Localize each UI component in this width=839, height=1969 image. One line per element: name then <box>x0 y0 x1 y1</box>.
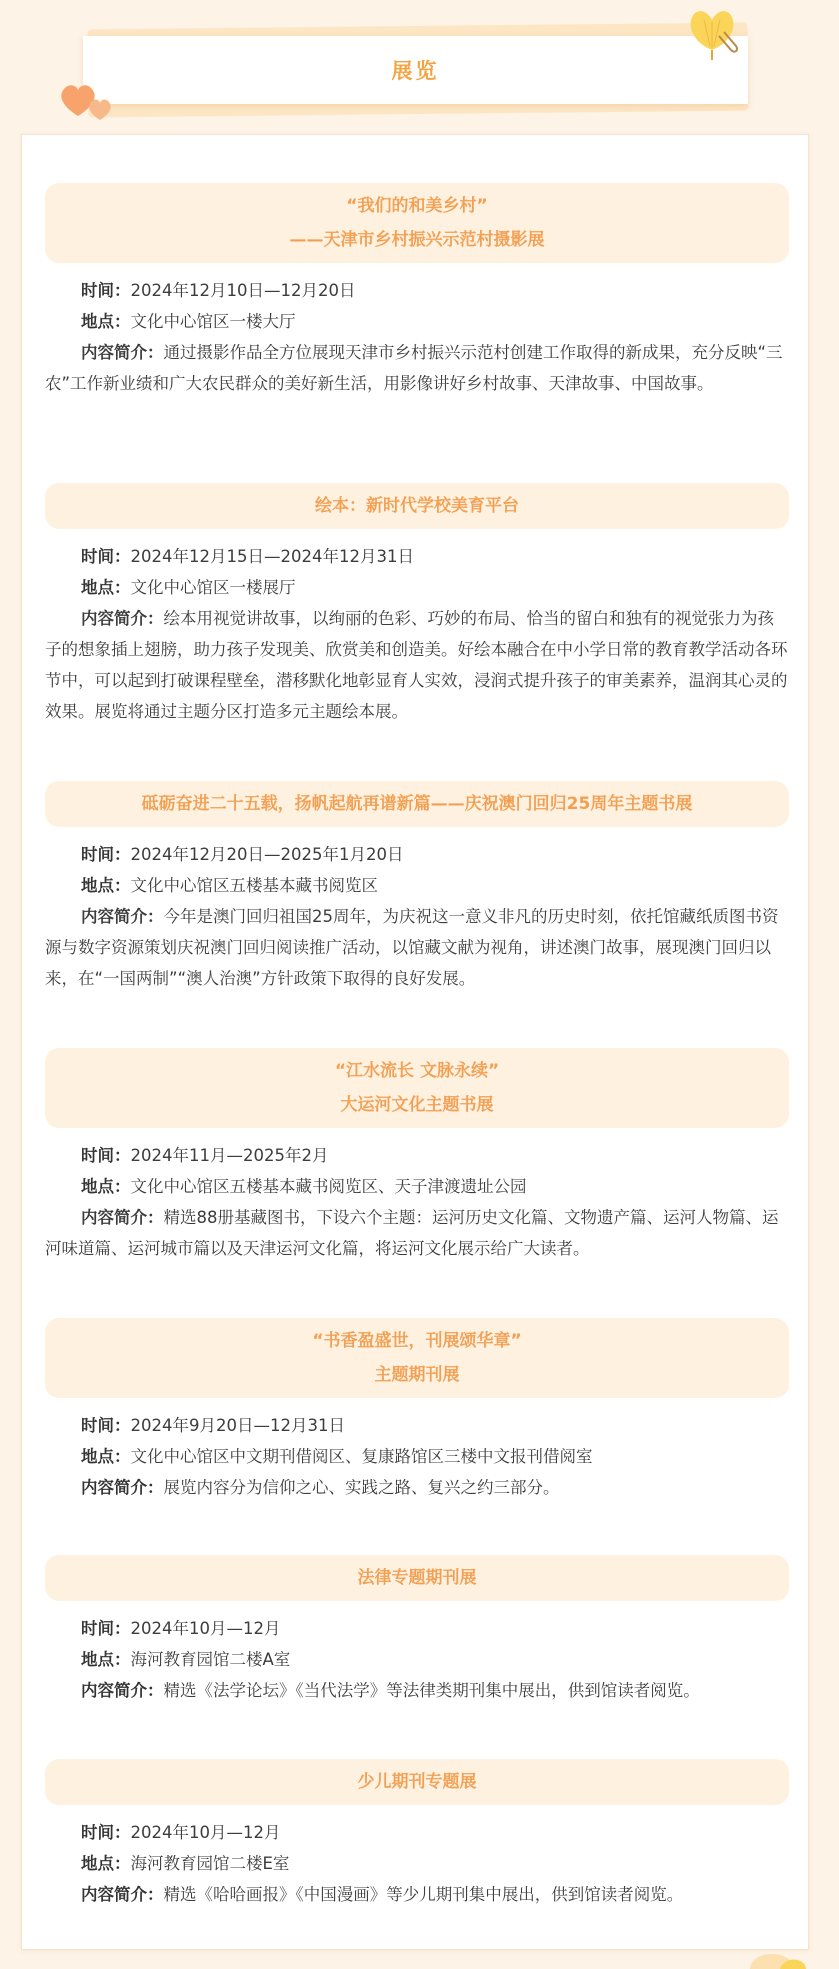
place-label: 地点： <box>81 1447 131 1466</box>
place-value: 文化中心馆区五楼基本藏书阅览区、天子津渡遗址公园 <box>130 1177 527 1196</box>
time-label: 时间： <box>81 1619 131 1638</box>
place-label: 地点： <box>81 1854 131 1873</box>
exhibition-title-line: ——天津市乡村振兴示范村摄影展 <box>289 230 545 250</box>
intro-value: 通过摄影作品全方位展现天津市乡村振兴示范村创建工作取得的新成果，充分反映“三农”工作新业绩和广大农民群众的美好新生活，用影像讲好乡村故事、天津故事、中国故事。 <box>45 343 783 393</box>
exhibition-item <box>45 483 789 727</box>
exhibition-place <box>45 306 789 337</box>
exhibition-intro <box>45 603 789 727</box>
exhibition-title-line: 少儿期刊专题展 <box>357 1772 477 1792</box>
exhibition-time <box>45 839 789 870</box>
exhibition-place <box>45 1171 789 1202</box>
hearts-icon <box>56 76 120 124</box>
intro-value: 精选《哈哈画报》《中国漫画》等少儿期刊集中展出，供到馆读者阅览。 <box>163 1885 684 1904</box>
exhibition-title-line: “江水流长 文脉永续” <box>334 1061 500 1081</box>
intro-label: 内容简介： <box>81 609 164 628</box>
place-label: 地点： <box>81 876 131 895</box>
exhibition-title-line: 绘本：新时代学校美育平台 <box>315 496 519 516</box>
time-label: 时间： <box>81 547 131 566</box>
exhibition-title <box>45 781 789 827</box>
exhibition-intro <box>45 1472 789 1503</box>
exhibition-intro <box>45 337 789 399</box>
time-label: 时间： <box>81 845 131 864</box>
place-label: 地点： <box>81 1650 131 1669</box>
header-card <box>83 36 748 104</box>
exhibition-place <box>45 1441 789 1472</box>
intro-label: 内容简介： <box>81 1208 164 1227</box>
exhibition-item <box>45 1048 789 1264</box>
exhibition-time <box>45 1140 789 1171</box>
place-label: 地点： <box>81 578 131 597</box>
exhibition-title <box>45 483 789 529</box>
ginkgo-leaf-icon <box>678 2 746 62</box>
exhibition-title-line: 主题期刊展 <box>374 1365 460 1385</box>
intro-label: 内容简介： <box>81 1478 164 1497</box>
exhibition-place <box>45 1644 789 1675</box>
exhibition-item <box>45 781 789 994</box>
time-value: 2024年12月20日—2025年1月20日 <box>130 845 404 864</box>
time-value: 2024年12月10日—12月20日 <box>130 281 356 300</box>
exhibition-title <box>45 183 789 263</box>
time-label: 时间： <box>81 281 131 300</box>
page-title: 展览 <box>391 59 440 83</box>
intro-value: 今年是澳门回归祖国25周年，为庆祝这一意义非凡的历史时刻，依托馆藏纸质图书资源与数字资源策划庆祝澳门回归阅读推广活动，以馆藏文献为视角，讲述澳门故事，展现澳门回归以来，在“一国两制”“澳人治澳”方针政策下取得的良好发展。 <box>45 907 779 988</box>
time-value: 2024年11月—2025年2月 <box>130 1146 329 1165</box>
intro-label: 内容简介： <box>81 343 164 362</box>
time-value: 2024年10月—12月 <box>130 1619 281 1638</box>
exhibition-item <box>45 1555 789 1706</box>
time-value: 2024年12月15日—2024年12月31日 <box>130 547 414 566</box>
exhibition-place <box>45 1848 789 1879</box>
intro-value: 绘本用视觉讲故事，以绚丽的色彩、巧妙的布局、恰当的留白和独有的视觉张力为孩子的想象插上翅膀，助力孩子发现美、欣赏美和创造美。好绘本融合在中小学日常的教育教学活动各环节中，可以起到打破课程壁垒，潜移默化地彰显育人实效，浸润式提升孩子的审美素养，温润其心灵的效果。展览将通过主题分区打造多元主题绘本展。 <box>45 609 788 721</box>
exhibition-intro <box>45 1202 789 1264</box>
time-label: 时间： <box>81 1823 131 1842</box>
exhibition-item <box>45 1318 789 1503</box>
place-value: 文化中心馆区五楼基本藏书阅览区 <box>130 876 378 895</box>
intro-label: 内容简介： <box>81 1885 164 1904</box>
place-value: 文化中心馆区中文期刊借阅区、复康路馆区三楼中文报刊借阅室 <box>130 1447 593 1466</box>
exhibition-intro <box>45 901 789 994</box>
exhibition-time <box>45 1410 789 1441</box>
exhibition-place <box>45 870 789 901</box>
intro-label: 内容简介： <box>81 907 164 926</box>
exhibition-time <box>45 541 789 572</box>
exhibition-time <box>45 1613 789 1644</box>
time-value: 2024年10月—12月 <box>130 1823 281 1842</box>
place-label: 地点： <box>81 312 131 331</box>
exhibition-panel <box>21 134 809 1950</box>
intro-label: 内容简介： <box>81 1681 164 1700</box>
place-label: 地点： <box>81 1177 131 1196</box>
exhibition-place <box>45 572 789 603</box>
exhibition-time <box>45 275 789 306</box>
header <box>0 0 839 130</box>
exhibition-title-line: “书香盈盛世，刊展颂华章” <box>312 1331 522 1351</box>
exhibition-title <box>45 1759 789 1805</box>
ginkgo-leaf-icon <box>720 1950 830 1969</box>
intro-value: 精选88册基藏图书，下设六个主题：运河历史文化篇、文物遗产篇、运河人物篇、运河味道篇、运河城市篇以及天津运河文化篇，将运河文化展示给广大读者。 <box>45 1208 779 1258</box>
exhibition-title-line: 法律专题期刊展 <box>357 1568 477 1588</box>
exhibition-title-line: 砥砺奋进二十五载，扬帆起航再谱新篇——庆祝澳门回归25周年主题书展 <box>141 794 693 814</box>
exhibition-intro <box>45 1675 789 1706</box>
exhibition-title <box>45 1048 789 1128</box>
place-value: 海河教育园馆二楼E室 <box>130 1854 290 1873</box>
exhibition-title-line: 大运河文化主题书展 <box>340 1095 494 1115</box>
exhibition-title <box>45 1555 789 1601</box>
exhibition-intro <box>45 1879 789 1910</box>
exhibition-item <box>45 1759 789 1910</box>
time-label: 时间： <box>81 1146 131 1165</box>
time-value: 2024年9月20日—12月31日 <box>130 1416 345 1435</box>
intro-value: 精选《法学论坛》《当代法学》等法律类期刊集中展出，供到馆读者阅览。 <box>163 1681 700 1700</box>
time-label: 时间： <box>81 1416 131 1435</box>
exhibition-time <box>45 1817 789 1848</box>
exhibition-item <box>45 183 789 399</box>
place-value: 文化中心馆区一楼展厅 <box>130 578 296 597</box>
exhibition-title <box>45 1318 789 1398</box>
place-value: 文化中心馆区一楼大厅 <box>130 312 296 331</box>
intro-value: 展览内容分为信仰之心、实践之路、复兴之约三部分。 <box>163 1478 560 1497</box>
place-value: 海河教育园馆二楼A室 <box>130 1650 291 1669</box>
exhibition-title-line: “我们的和美乡村” <box>346 196 488 216</box>
